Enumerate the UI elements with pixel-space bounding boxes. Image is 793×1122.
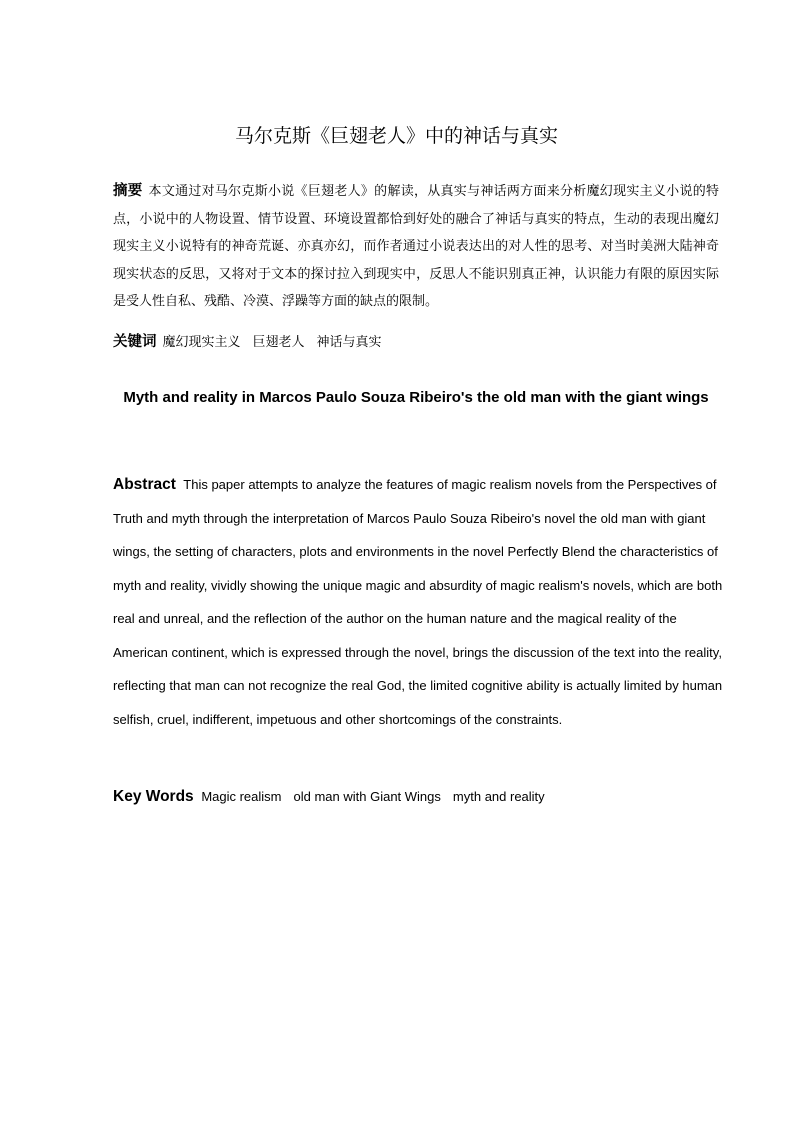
chinese-abstract-text: 本文通过对马尔克斯小说《巨翅老人》的解读，从真实与神话两方面来分析魔幻现实主义小说的特点，小说中的人物设置、情节设置、环境设置都恰到好处的融合了神话与真实的特点，生动的表现出魔幻现实主义小说特有的神奇荒诞、亦真亦幻，而作者通过小说表达出的对人性的思考、对当时美洲大陆神奇现实状态的反思，又将对于文本的探讨拉入到现实中，反思人不能识别真正神，认识能力有限的原因实际是受人性自私、残酷、冷漠、浮躁等方面的缺点的限制。 — [113, 184, 719, 309]
chinese-title: 马尔克斯《巨翅老人》中的神话与真实 — [234, 125, 558, 147]
english-abstract-label: Abstract — [113, 476, 176, 493]
english-keywords-label: Key Words — [113, 788, 194, 805]
english-abstract-text: This paper attempts to analyze the features of magic realism novels from the Perspectives of Truth and myth through the interpretation of Marcos Paulo Souza Ribeiro's novel the old man with giant wings, the setting of characters, plots and environments in the novel Perfectly Blend the characteristics of myth and reality, vividly showing the unique magic and absurdity of magic realism's novels, which are both real and unreal, and the reflection of the author on the human nature and the magical reality of the American continent, which is expressed through the novel, brings the discussion of the text into the reality, reflecting that man can not recognize the real God, the limited cognitive ability is actually limited by human selfish, cruel, indifferent, impetuous and other shortcomings of the constraints. — [113, 477, 723, 727]
chinese-abstract — [113, 178, 719, 316]
english-keyword: old man with Giant Wings — [293, 789, 441, 804]
chinese-keywords-label: 关键词 — [113, 334, 157, 350]
english-keywords — [113, 782, 719, 812]
chinese-keywords — [113, 329, 719, 356]
english-keyword: Magic realism — [201, 789, 282, 804]
english-abstract — [113, 468, 723, 736]
chinese-keyword: 魔幻现实主义 — [162, 335, 241, 350]
english-title: Myth and reality in Marcos Paulo Souza Ribeiro's the old man with the giant wings — [123, 389, 709, 406]
english-keyword: myth and reality — [452, 789, 545, 804]
chinese-abstract-label: 摘要 — [113, 183, 143, 199]
chinese-keyword: 巨翅老人 — [252, 335, 305, 350]
chinese-keyword: 神话与真实 — [316, 335, 382, 350]
